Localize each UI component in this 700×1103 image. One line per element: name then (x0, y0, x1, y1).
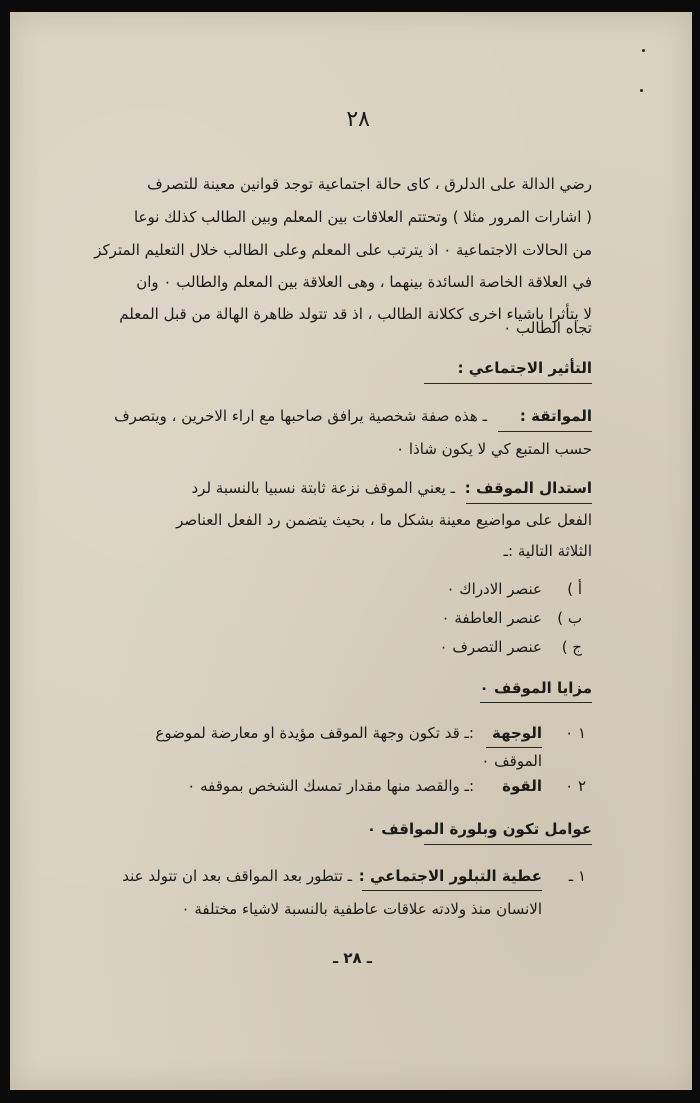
term-underline (498, 431, 592, 432)
paragraph-line: لا يتأثرا باشياء اخرى ككلانة الطالب ، اذ قد تتولد ظاهرة الهالة من قبل المعلم (119, 305, 592, 323)
page-marker: ٢٨ (346, 107, 370, 132)
term-attitude: استدال الموقف : (464, 479, 592, 497)
factor-definition: ـ تتطور بعد المواقف بعد ان تتولد عند (122, 867, 352, 885)
factor-definition-cont: الانسان منذ ولادته علاقات عاطفية بالنسبة لاشياء مختلفة ٠ (181, 900, 542, 918)
paper-speck (642, 49, 645, 52)
list-item: عنصر العاطفة ٠ (441, 609, 542, 627)
paper-speck (640, 89, 643, 92)
paragraph-line: من الحالات الاجتماعية ٠ اذ يترتب على المعلم وعلى الطالب خلال التعليم المتركز (94, 241, 592, 259)
section-heading: التأثير الاجتماعي : (457, 359, 592, 377)
paragraph-line: رضي الدالة على الدلرق ، كاى حالة اجتماعية توجد قوانين معينة للتصرف (147, 175, 592, 193)
conformity-definition-cont: حسب المتبع كي لا يكون شاذا ٠ (396, 440, 592, 458)
page-number: ـ ٢٨ ـ (332, 949, 372, 967)
paragraph-line: تجاه الطالب ٠ (503, 319, 592, 337)
heading-underline (424, 844, 592, 845)
term-underline (486, 747, 542, 748)
heading-underline (424, 383, 592, 384)
list-item: عنصر الادراك ٠ (446, 580, 542, 598)
item-number: ١ ٠ (565, 724, 586, 742)
heading-underline (480, 702, 592, 703)
list-item: عنصر التصرف ٠ (439, 638, 542, 656)
feature-term: الوجهة (492, 724, 542, 742)
list-marker: ب ) (557, 609, 582, 627)
feature-definition: :ـ قد تكون وجهة الموقف مؤيدة او معارضة لموضوع (155, 724, 474, 742)
list-marker: أ ) (567, 580, 582, 598)
feature-definition: :ـ والقصد منها مقدار تمسك الشخص بموقفه ٠ (187, 777, 474, 795)
term-underline (466, 503, 592, 504)
attitude-definition-cont: الفعل على مواضيع معينة بشكل ما ، بحيث يتضمن رد الفعل العناصر (176, 511, 592, 529)
feature-term: القوة (502, 777, 542, 795)
section-heading: مزايا الموقف ٠ (479, 679, 592, 697)
term-conformity: المواتقة : (519, 407, 592, 425)
attitude-definition-cont: الثلاثة التالية :ـ (503, 542, 592, 560)
term-underline (362, 890, 542, 891)
conformity-definition: ـ هذه صفة شخصية يرافق صاحبها مع اراء الاخرين ، ويتصرف (114, 407, 487, 425)
paragraph-line: في العلاقة الخاصة السائدة بينهما ، وهى العلاقة بين المعلم والطالب ٠ وان (136, 273, 592, 291)
paragraph-line: ( اشارات المرور مثلا ) وتحتتم العلاقات بين المعلم وبين الطالب كذلك نوعا (133, 208, 592, 226)
section-heading: عوامل تكون وبلورة المواقف ٠ (366, 820, 592, 838)
item-number: ٢ ٠ (565, 777, 586, 795)
item-number: ١ ـ (568, 867, 586, 885)
factor-term: عطية التبلور الاجتماعي : (358, 867, 542, 885)
attitude-definition: ـ يعني الموقف نزعة ثابتة نسبيا بالنسبة لرد (191, 479, 455, 497)
document-page (10, 12, 692, 1090)
feature-definition-cont: الموقف ٠ (481, 752, 542, 770)
list-marker: ج ) (561, 638, 582, 656)
